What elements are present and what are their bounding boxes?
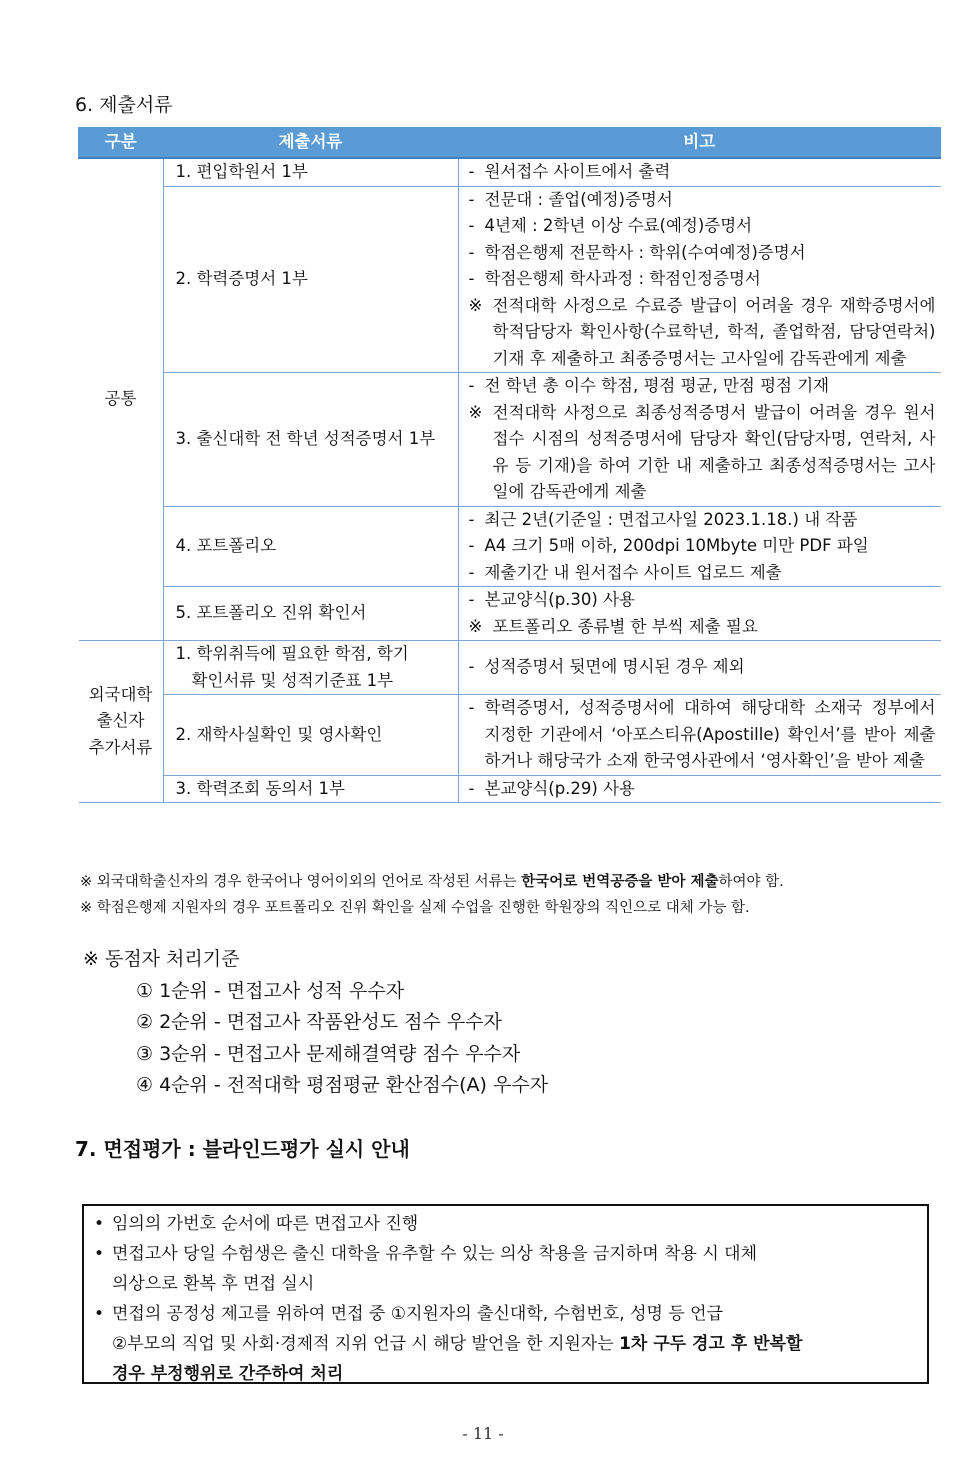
header-category: 구분 — [79, 128, 164, 159]
note-line: - 4년제 : 2학년 이상 수료(예정)증명서 — [468, 216, 753, 235]
note-cell — [458, 373, 941, 507]
documents-table — [78, 127, 941, 803]
note-line: ※ 포트폴리오 종류별 한 부씩 제출 필요 — [468, 616, 758, 636]
note-cell — [458, 506, 941, 587]
note-line: ※ 전적대학 사정으로 수료증 발급이 어려울 경우 재학증명서에 학적담당자 확인사항(수료학년, 학적, 졸업학점, 담당연락처) 기재 후 제출하고 최종증명서는 고사일에 감독관에게 제출 — [468, 295, 936, 368]
category-common: 공통 — [79, 158, 164, 641]
note-line: - 본교양식(p.30) 사용 — [468, 590, 635, 609]
table-footnotes — [80, 869, 784, 921]
table-row — [79, 641, 941, 695]
header-document: 제출서류 — [163, 128, 458, 159]
note-line: ※ 전적대학 사정으로 최종성적증명서 발급이 어려울 경우 원서접수 시점의 성적증명서에 담당자 확인(담당자명, 연락처, 사유 등 기재)을 하여 기한 내 제출하고 최종성적증명서는 고사일에 감독관에게 제출 — [468, 402, 936, 501]
table-header-row — [79, 128, 941, 159]
bullet-item: • 면접의 공정성 제고를 위하여 면접 중 ①지원자의 출신대학, 수험번호, 성명 등 언급 ②부모의 직업 및 사회·경제적 지위 언급 시 해당 발언을 한 지원자는 1차 구두 경고 후 반복할 경우 부정행위로 간주하여 처리 — [94, 1299, 915, 1389]
table-row — [79, 695, 941, 776]
table-row — [79, 587, 941, 641]
note-line: - 전문대 : 졸업(예정)증명서 — [468, 189, 673, 209]
tie-break-item: ④ 4순위 - 전적대학 평점평균 환산점수(A) 우수자 — [136, 1074, 549, 1096]
table-row — [79, 373, 941, 507]
doc-portfolio: 4. 포트폴리오 — [163, 506, 458, 587]
doc-portfolio-authenticity: 5. 포트폴리오 진위 확인서 — [163, 587, 458, 641]
interview-notice-box — [82, 1204, 929, 1384]
note-cell — [458, 587, 941, 641]
tie-break-item: ③ 3순위 - 면접고사 문제해결역량 점수 우수자 — [136, 1042, 521, 1065]
bullet-icon: • — [94, 1214, 105, 1234]
note-cell — [458, 158, 941, 186]
section-7-title: 7. 면접평가 : 블라인드평가 실시 안내 — [75, 1137, 410, 1161]
doc-application: 1. 편입학원서 1부 — [163, 158, 458, 186]
header-remarks: 비고 — [458, 128, 941, 159]
note-cell — [458, 695, 941, 776]
doc-credit-confirmation: 1. 학위취득에 필요한 학점, 학기 확인서류 및 성적기준표 1부 — [163, 641, 458, 695]
note-line: - 성적증명서 뒷면에 명시된 경우 제외 — [468, 657, 745, 677]
note-line: - 본교양식(p.29) 사용 — [468, 778, 635, 798]
category-foreign: 외국대학 출신자 추가서류 — [79, 641, 164, 803]
doc-transcript: 3. 출신대학 전 학년 성적증명서 1부 — [163, 373, 458, 507]
note-line: - 최근 2년(기준일 : 면접고사일 2023.1.18.) 내 작품 — [468, 509, 858, 529]
note-line: - 학점은행제 전문학사 : 학위(수여예정)증명서 — [468, 242, 806, 262]
tie-break-criteria — [83, 944, 548, 1102]
note-line: - 학력증명서, 성적증명서에 대하여 해당대학 소재국 정부에서 지정한 기관에서 ‘아포스티유(Apostille) 확인서’를 받아 제출하거나 해당국가 소재 한국영사관에서 ‘영사확인’을 받아 제출 — [468, 698, 936, 770]
note-line: - 전 학년 총 이수 학점, 평점 평균, 만점 평점 기재 — [468, 376, 830, 395]
bullet-icon: • — [94, 1304, 105, 1324]
bullet-item: • 임의의 가번호 순서에 따른 면접고사 진행 — [94, 1209, 915, 1239]
note-line: - 원서접수 사이트에서 출력 — [468, 162, 671, 181]
table-row — [79, 158, 941, 186]
note-line: - A4 크기 5매 이하, 200dpi 10Mbyte 미만 PDF 파일 — [468, 536, 869, 555]
section-6-title: 6. 제출서류 — [75, 94, 173, 116]
note-cell — [458, 641, 941, 695]
note-line: - 제출기간 내 원서접수 사이트 업로드 제출 — [468, 562, 782, 582]
doc-consular-confirmation: 2. 재학사실확인 및 영사확인 — [163, 695, 458, 776]
footnote-foreign-translation: ※ 외국대학출신자의 경우 한국어나 영어이외의 언어로 작성된 서류는 한국어로 번역공증을 받아 제출하여야 함. — [80, 874, 784, 890]
note-cell — [458, 775, 941, 803]
table-row — [79, 506, 941, 587]
table-row — [79, 186, 941, 373]
page-number: - 11 - — [462, 1424, 504, 1443]
doc-education-inquiry-consent: 3. 학력조회 동의서 1부 — [163, 775, 458, 803]
note-cell — [458, 186, 941, 373]
bullet-item: • 면접고사 당일 수험생은 출신 대학을 유추할 수 있는 의상 착용을 금지하며 착용 시 대체 의상으로 환복 후 면접 실시 — [94, 1239, 915, 1299]
note-line: - 학점은행제 학사과정 : 학점인정증명서 — [468, 269, 761, 288]
doc-education-cert: 2. 학력증명서 1부 — [163, 186, 458, 373]
tie-break-title: ※ 동점자 처리기준 — [83, 948, 240, 970]
tie-break-item: ② 2순위 - 면접고사 작품완성도 점수 우수자 — [136, 1011, 502, 1033]
tie-break-item: ① 1순위 - 면접고사 성적 우수자 — [136, 979, 405, 1002]
footnote-credit-bank: ※ 학점은행제 지원자의 경우 포트폴리오 진위 확인을 실제 수업을 진행한 학원장의 직인으로 대체 가능 함. — [80, 900, 750, 916]
table-row — [79, 775, 941, 803]
bullet-icon: • — [94, 1244, 105, 1264]
